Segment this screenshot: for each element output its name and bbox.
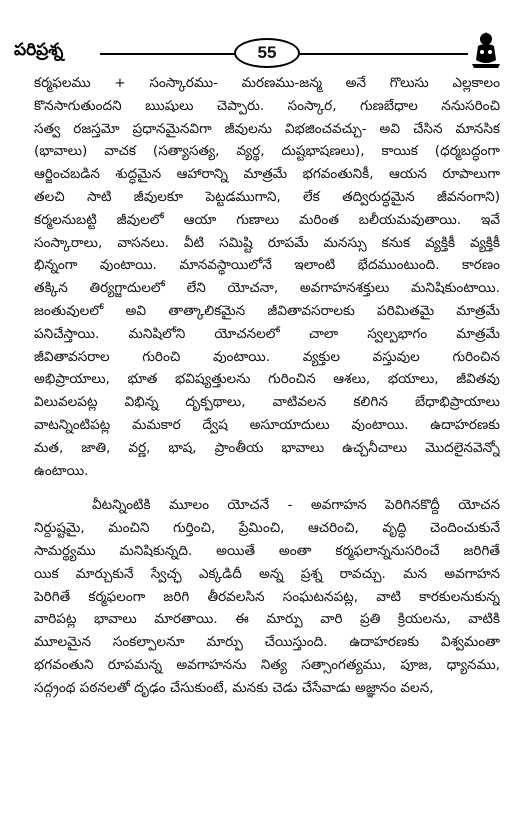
- text-line: వారిపట్ల భావాలు మారతాయి. ఈ మార్పు వారి ప్రతి క్రియలను, వాటికి: [34, 611, 500, 628]
- text-line: (భావాలు) వాచక (సత్యాసత్య, వ్యర్థ, దుష్టభాషణలు), కాయిక (ధర్మబద్ధంగా: [34, 143, 500, 160]
- page-number: 55: [234, 38, 300, 68]
- deity-emblem-icon: [468, 30, 504, 70]
- text-line: మూలమైన సంకల్పాలనూ మార్పు చేయిస్తుంది. ఉదాహరణకు విశ్వమంతా: [34, 634, 500, 651]
- text-line: పెరిగితే కర్మఫలంగా జరిగి తీరవలసిన సంఘటనపట్ల, వాటి కారకులనుకున్న: [34, 588, 500, 605]
- text-line: నిర్దుష్టమై, మంచిని గుర్తించి, ప్రేమించి, ఆచరించి, వృద్ధి చెందించుకునే: [34, 520, 500, 537]
- text-line: వాటన్నింటిపట్ల మమకార ద్వేష అసూయాదులు వుంటాయి. ఉదాహరణకు: [34, 416, 500, 433]
- text-line: కర్మలనుబట్టి జీవులలో ఆయా గుణాలు మరింత బలీయమవుతాయి. ఇవే: [34, 211, 500, 228]
- text-line: మత, జాతి, వర్ణ, భాష, ప్రాంతీయ భావాలు ఉచ్చనీచాలు మొదలైనవెన్నో: [34, 439, 500, 456]
- text-line: పనిచేస్తాయి. మనిషిలోని యోచనలలో చాలా స్వల్పభాగం మాత్రమే: [34, 325, 500, 342]
- text-line: సద్గ్రంథ పఠనలతో దృఢం చేసుకుంటే, మనకు చెడు చేసేవాడు అజ్ఞానం వలన,: [34, 679, 434, 696]
- text-line: యిక మార్చుకునే స్వేచ్ఛ ఎక్కడిదీ అన్న ప్రశ్న రావచ్చు. మన అవగాహన: [34, 565, 500, 582]
- paragraph-gap: [34, 482, 500, 494]
- text-line: సంస్కారాలు, వాసనలు. వీటి సమిష్టి రూపమే మనస్సు కనుక వ్యక్తికీ వ్యక్తికీ: [34, 234, 500, 251]
- text-line: జీవితావసరాల గురించి వుంటాయి. వ్యక్తుల వస్తువుల గురించిన: [34, 348, 500, 365]
- text-line: జంతువులలో అవి తాత్కాలికమైన జీవితావసరాలకు పరిమితమై మాత్రమే: [34, 302, 500, 319]
- text-line: కర్మఫలము + సంస్కారము- మరణము-జన్మ అనే గొలుసు ఎల్లకాలం: [34, 75, 500, 91]
- text-line: సత్వ రజస్తమో ప్రధానమైనవిగా జీవులను విభజించవచ్చు- అవి చేసిన మానసిక: [34, 120, 500, 137]
- text-line: భగవంతుని రూపమన్న అవగాహనను నిత్య సత్సాంగత్యము, పూజ, ధ్యానము,: [34, 656, 500, 673]
- header-rule-left: [100, 53, 235, 55]
- text-line: అభిప్రాయాలు, భూత భవిష్యత్తులను గురించిన ఆశలు, భయాలు, జీవితవు: [34, 371, 500, 388]
- text-line: ఆర్జించబడిన శుద్ధమైన ఆహారాన్ని మాత్రమే భగవంతునికీ, ఆయన రూపాలుగా: [34, 166, 500, 183]
- text-line: వీటన్నింటికి మూలం యోచనే - అవగాహన పెరిగినకొద్దీ యోచన: [92, 497, 500, 514]
- text-line: కొనసాగుతుందని ఋషులు చెప్పారు. సంస్కార, గుణబేధాల ననుసరించి: [34, 97, 500, 114]
- text-line: తలచి సాటి జీవులకూ పెట్టడముగాని, లేక తద్విరుద్ధమైన జీవనంగాని): [34, 188, 500, 205]
- header-rule-right: [298, 53, 468, 55]
- text-line: తక్కిన తిర్యగ్జాదులలో లేని యోచనా, అవగాహనశక్తులు మనిషికుంటాయి.: [34, 280, 500, 297]
- paragraph: [34, 72, 500, 482]
- text-line: ఉంటాయి.: [34, 462, 89, 479]
- running-title: పరిప్రశ్న: [14, 40, 64, 60]
- paragraph: [34, 494, 500, 699]
- page-header: [8, 36, 508, 70]
- body-text: [34, 72, 500, 700]
- text-line: విలువలపట్ల విభిన్న దృక్పథాలు, వాటివలన కలిగిన బేధాభిప్రాయాలు: [34, 394, 500, 411]
- text-line: భిన్నంగా వుంటాయి. మానవస్థాయిలోనే ఇలాంటి భేదముంటుంది. కారణం: [34, 257, 500, 274]
- text-line: సామర్థ్యము మనిషికున్నది. అయితే అంతా కర్మఫలాన్ననుసరించే జరిగితే: [34, 542, 500, 559]
